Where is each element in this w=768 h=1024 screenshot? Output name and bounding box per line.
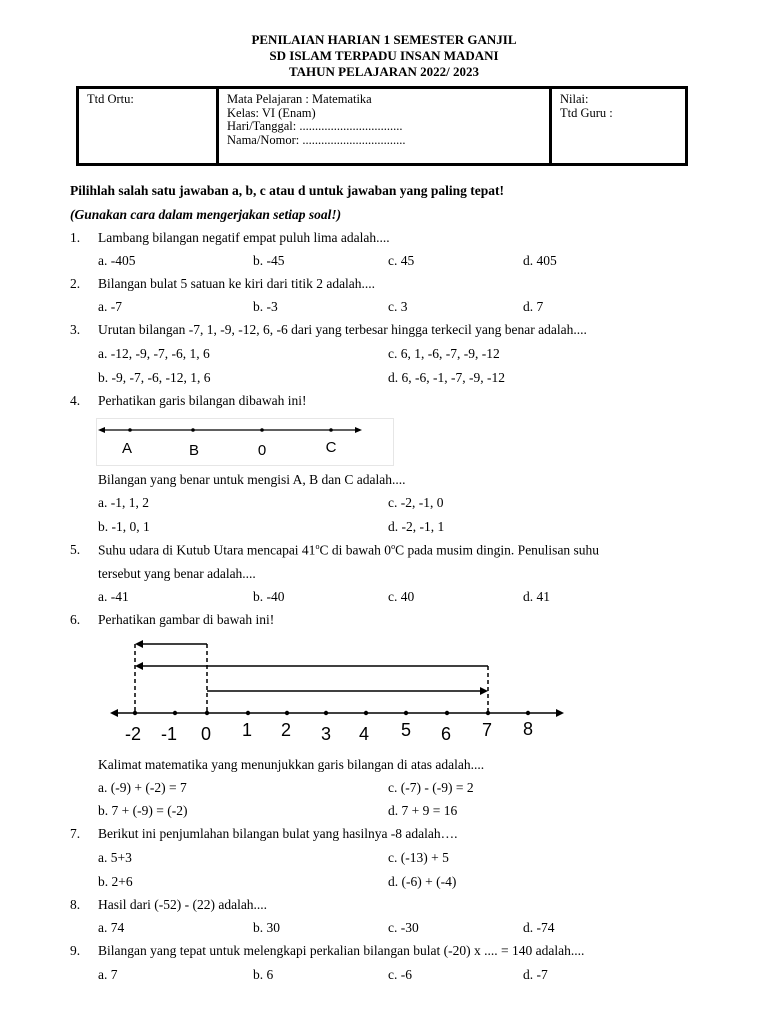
- label-5: 5: [400, 720, 412, 740]
- tick-a: [128, 428, 132, 432]
- date-field[interactable]: Hari/Tanggal: .................................: [227, 119, 403, 133]
- q8-option-c[interactable]: c. -30: [388, 920, 419, 935]
- q1-option-a[interactable]: a. -405: [98, 253, 136, 268]
- q9-number: 9.: [70, 943, 81, 958]
- q7-option-b[interactable]: b. 2+6: [98, 874, 133, 889]
- q1-option-b[interactable]: b. -45: [253, 253, 285, 268]
- tick-2: [285, 711, 289, 715]
- q4-option-d[interactable]: d. -2, -1, 1: [388, 519, 445, 534]
- q5-option-d[interactable]: d. 41: [523, 589, 550, 604]
- q1-option-d[interactable]: d. 405: [523, 253, 557, 268]
- q5-text-line-2: tersebut yang benar adalah....: [98, 566, 256, 581]
- q2-option-d[interactable]: d. 7: [523, 299, 544, 314]
- q5-text-part-2: C di bawah 0: [319, 542, 392, 558]
- q3-option-c[interactable]: c. 6, 1, -6, -7, -9, -12: [388, 346, 500, 361]
- ttd-ortu-cell: [79, 89, 219, 163]
- q5-text: [98, 542, 599, 559]
- q3-option-d[interactable]: d. 6, -6, -1, -7, -9, -12: [388, 370, 505, 385]
- q5-option-a[interactable]: a. -41: [98, 589, 129, 604]
- q5-text-part-1: Suhu udara di Kutub Utara mencapai 41: [98, 542, 316, 558]
- label-1: 1: [241, 720, 253, 740]
- tick-5: [404, 711, 408, 715]
- q9-option-a[interactable]: a. 7: [98, 967, 118, 982]
- q3-option-a[interactable]: a. -12, -9, -7, -6, 1, 6: [98, 346, 210, 361]
- label-c: C: [325, 439, 337, 456]
- class-label: Kelas: VI (Enam): [227, 105, 316, 120]
- q8-option-a[interactable]: a. 74: [98, 920, 125, 935]
- instruction-sub: (Gunakan cara dalam mengerjakan setiap soal!): [70, 207, 342, 222]
- q9-text: Bilangan yang tepat untuk melengkapi perkalian bilangan bulat (-20) x .... = 140 adalah....: [98, 943, 585, 958]
- label-0: 0: [257, 442, 267, 459]
- header-line-1: PENILAIAN HARIAN 1 SEMESTER GANJIL: [251, 32, 517, 47]
- tick-3: [324, 711, 328, 715]
- header-line-3: TAHUN PELAJARAN 2022/ 2023: [288, 64, 480, 79]
- label-0: 0: [200, 724, 212, 744]
- q4-followup: Bilangan yang benar untuk mengisi A, B dan C adalah....: [98, 472, 406, 487]
- q5-text-part-3: C pada musim dingin. Penulisan suhu: [395, 542, 600, 558]
- tick-b: [191, 428, 195, 432]
- header-line-2: SD ISLAM TERPADU INSAN MADANI: [269, 48, 499, 63]
- name-field[interactable]: Nama/Nomor: .................................: [227, 132, 406, 147]
- q6-followup: Kalimat matematika yang menunjukkan garis bilangan di atas adalah....: [98, 757, 485, 772]
- q3-number: 3.: [70, 322, 81, 337]
- q1-text: Lambang bilangan negatif empat puluh lima adalah....: [98, 230, 390, 245]
- q4-text: Perhatikan garis bilangan dibawah ini!: [98, 393, 307, 408]
- tick-minus2: [133, 711, 137, 715]
- q2-option-b[interactable]: b. -3: [253, 299, 278, 314]
- q1-option-c[interactable]: c. 45: [388, 253, 415, 268]
- q5-number: 5.: [70, 542, 81, 557]
- ttd-ortu-label: Ttd Ortu:: [87, 92, 134, 106]
- tick-c: [329, 428, 333, 432]
- q5-option-b[interactable]: b. -40: [253, 589, 285, 604]
- q5-option-c[interactable]: c. 40: [388, 589, 415, 604]
- q6-number-line-figure: [100, 636, 570, 748]
- label-4: 4: [358, 724, 370, 744]
- q9-option-c[interactable]: c. -6: [388, 967, 412, 982]
- arrow-left-icon: [135, 662, 143, 670]
- figure-frame: [97, 419, 394, 466]
- q8-number: 8.: [70, 897, 81, 912]
- tick-6: [445, 711, 449, 715]
- q4-number-line-figure: [96, 418, 394, 466]
- label-7: 7: [481, 720, 493, 740]
- q6-number: 6.: [70, 612, 81, 627]
- q4-option-a[interactable]: a. -1, 1, 2: [98, 495, 149, 510]
- q2-option-c[interactable]: c. 3: [388, 299, 408, 314]
- nilai-label: Nilai:: [560, 92, 589, 106]
- q6-option-a[interactable]: a. (-9) + (-2) = 7: [98, 780, 187, 795]
- q6-text: Perhatikan gambar di bawah ini!: [98, 612, 275, 627]
- label-minus2: -2: [124, 724, 142, 744]
- grade-cell: [552, 89, 685, 163]
- ttd-guru-label: Ttd Guru :: [560, 105, 613, 120]
- q8-option-d[interactable]: d. -74: [523, 920, 555, 935]
- tick-1: [246, 711, 250, 715]
- q4-option-b[interactable]: b. -1, 0, 1: [98, 519, 150, 534]
- label-minus1: -1: [160, 724, 178, 744]
- arrow-right-icon: [480, 687, 488, 695]
- label-a: A: [121, 440, 133, 457]
- q3-option-b[interactable]: b. -9, -7, -6, -12, 1, 6: [98, 370, 211, 385]
- label-2: 2: [280, 720, 292, 740]
- tick-7: [486, 711, 490, 715]
- q4-option-c[interactable]: c. -2, -1, 0: [388, 495, 444, 510]
- q7-number: 7.: [70, 826, 81, 841]
- tick-8: [526, 711, 530, 715]
- q1-number: 1.: [70, 230, 81, 245]
- q4-number: 4.: [70, 393, 81, 408]
- subject-cell: [219, 89, 552, 163]
- subject-label: Mata Pelajaran : Matematika: [227, 92, 372, 106]
- instruction-main: Pilihlah salah satu jawaban a, b, c atau d untuk jawaban yang paling tepat!: [70, 183, 504, 198]
- arrow-left-icon: [135, 640, 143, 648]
- q8-text: Hasil dari (-52) - (22) adalah....: [98, 897, 268, 912]
- arrow-right-icon: [556, 709, 564, 717]
- label-6: 6: [440, 724, 452, 744]
- label-3: 3: [320, 724, 332, 744]
- tick-4: [364, 711, 368, 715]
- q2-option-a[interactable]: a. -7: [98, 299, 122, 314]
- q7-option-c[interactable]: c. (-13) + 5: [388, 850, 449, 865]
- q6-option-d[interactable]: d. 7 + 9 = 16: [388, 803, 458, 818]
- q7-option-d[interactable]: d. (-6) + (-4): [388, 874, 457, 889]
- q6-option-b[interactable]: b. 7 + (-9) = (-2): [98, 803, 188, 818]
- tick-0: [260, 428, 264, 432]
- degree-sup-1: o: [315, 542, 320, 551]
- tick-minus1: [173, 711, 177, 715]
- q2-text: Bilangan bulat 5 satuan ke kiri dari titik 2 adalah....: [98, 276, 376, 291]
- label-8: 8: [522, 719, 534, 739]
- q7-option-a[interactable]: a. 5+3: [98, 850, 132, 865]
- tick-0: [205, 711, 209, 715]
- q7-text: Berikut ini penjumlahan bilangan bulat yang hasilnya -8 adalah….: [98, 826, 458, 841]
- q6-option-c[interactable]: c. (-7) - (-9) = 2: [388, 780, 474, 795]
- q9-option-d[interactable]: d. -7: [523, 967, 548, 982]
- label-b: B: [188, 442, 200, 459]
- q2-number: 2.: [70, 276, 81, 291]
- q3-text: Urutan bilangan -7, 1, -9, -12, 6, -6 dari yang terbesar hingga terkecil yang benar adalah....: [98, 322, 587, 337]
- q9-option-b[interactable]: b. 6: [253, 967, 274, 982]
- info-box: [76, 86, 688, 166]
- degree-sup-2: o: [391, 542, 396, 551]
- q8-option-b[interactable]: b. 30: [253, 920, 280, 935]
- arrow-left-icon: [110, 709, 118, 717]
